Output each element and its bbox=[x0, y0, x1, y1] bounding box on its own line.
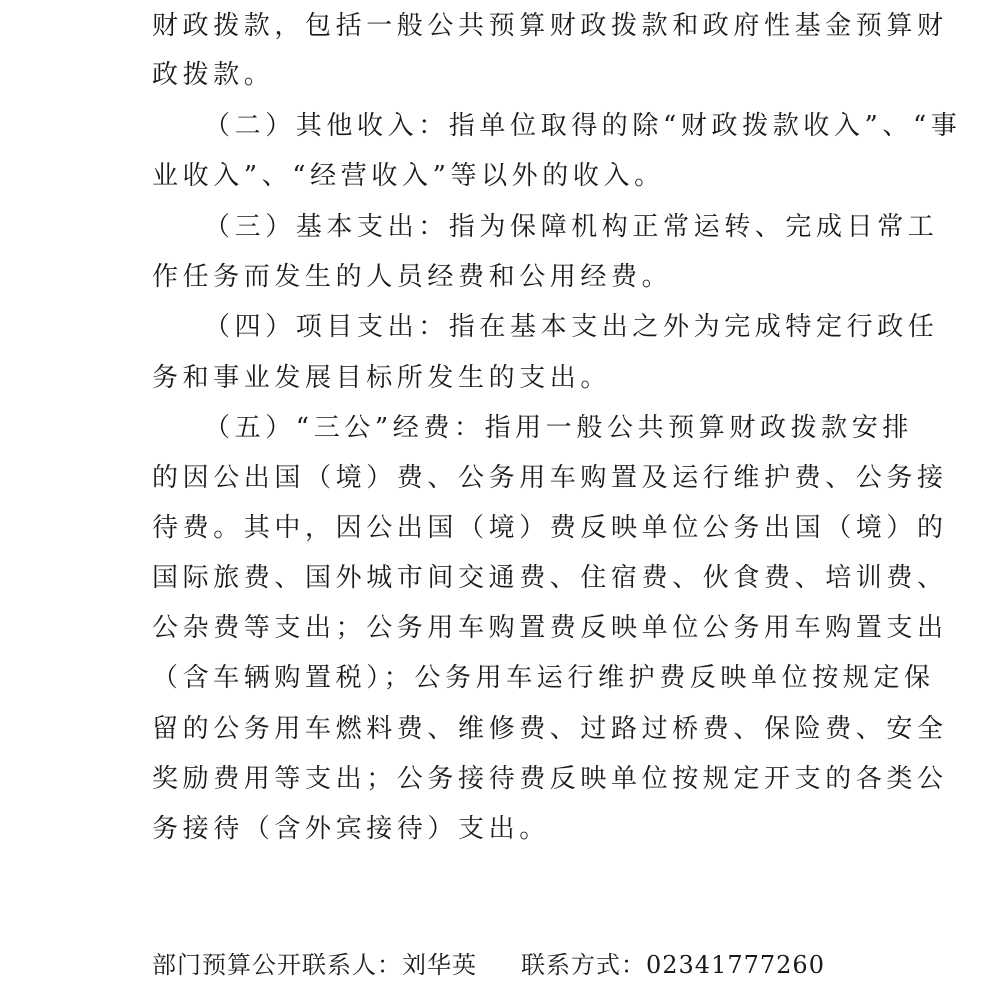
body-line: 留的公务用车燃料费、维修费、过路过桥费、保险费、安全 bbox=[152, 714, 948, 744]
paragraph-basic-expenditure: （三）基本支出：指为保障机构正常运转、完成日常工 bbox=[204, 212, 939, 242]
paragraph-three-public-expenses: （五）“三公”经费：指用一般公共预算财政拨款安排 bbox=[204, 413, 913, 443]
body-line: 务和事业发展目标所发生的支出。 bbox=[152, 363, 612, 393]
body-line: 国际旅费、国外城市间交通费、住宿费、伙食费、培训费、 bbox=[152, 563, 948, 593]
body-line: 务接待（含外宾接待）支出。 bbox=[152, 814, 550, 844]
paragraph-project-expenditure: （四）项目支出：指在基本支出之外为完成特定行政任 bbox=[204, 312, 939, 342]
contact-phone: 联系方式：02341777260 bbox=[521, 951, 825, 979]
paragraph-other-income: （二）其他收入：指单位取得的除“财政拨款收入”、“事 bbox=[204, 111, 962, 141]
body-line: 作任务而发生的人员经费和公用经费。 bbox=[152, 262, 673, 292]
body-line: 公杂费等支出；公务用车购置费反映单位公务用车购置支出 bbox=[152, 613, 948, 643]
body-line: 财政拨款，包括一般公共预算财政拨款和政府性基金预算财 bbox=[152, 11, 948, 41]
body-line: （含车辆购置税）；公务用车运行维护费反映单位按规定保 bbox=[152, 663, 935, 693]
body-line: 的因公出国（境）费、公务用车购置及运行维护费、公务接 bbox=[152, 463, 948, 493]
body-line: 待费。其中，因公出国（境）费反映单位公务出国（境）的 bbox=[152, 513, 948, 543]
contact-person: 部门预算公开联系人：刘华英 bbox=[152, 951, 477, 979]
contact-footer bbox=[152, 948, 825, 982]
body-line: 业收入”、“经营收入”等以外的收入。 bbox=[152, 161, 665, 191]
body-line: 奖励费用等支出；公务接待费反映单位按规定开支的各类公 bbox=[152, 764, 948, 794]
body-line: 政拨款。 bbox=[152, 60, 275, 90]
